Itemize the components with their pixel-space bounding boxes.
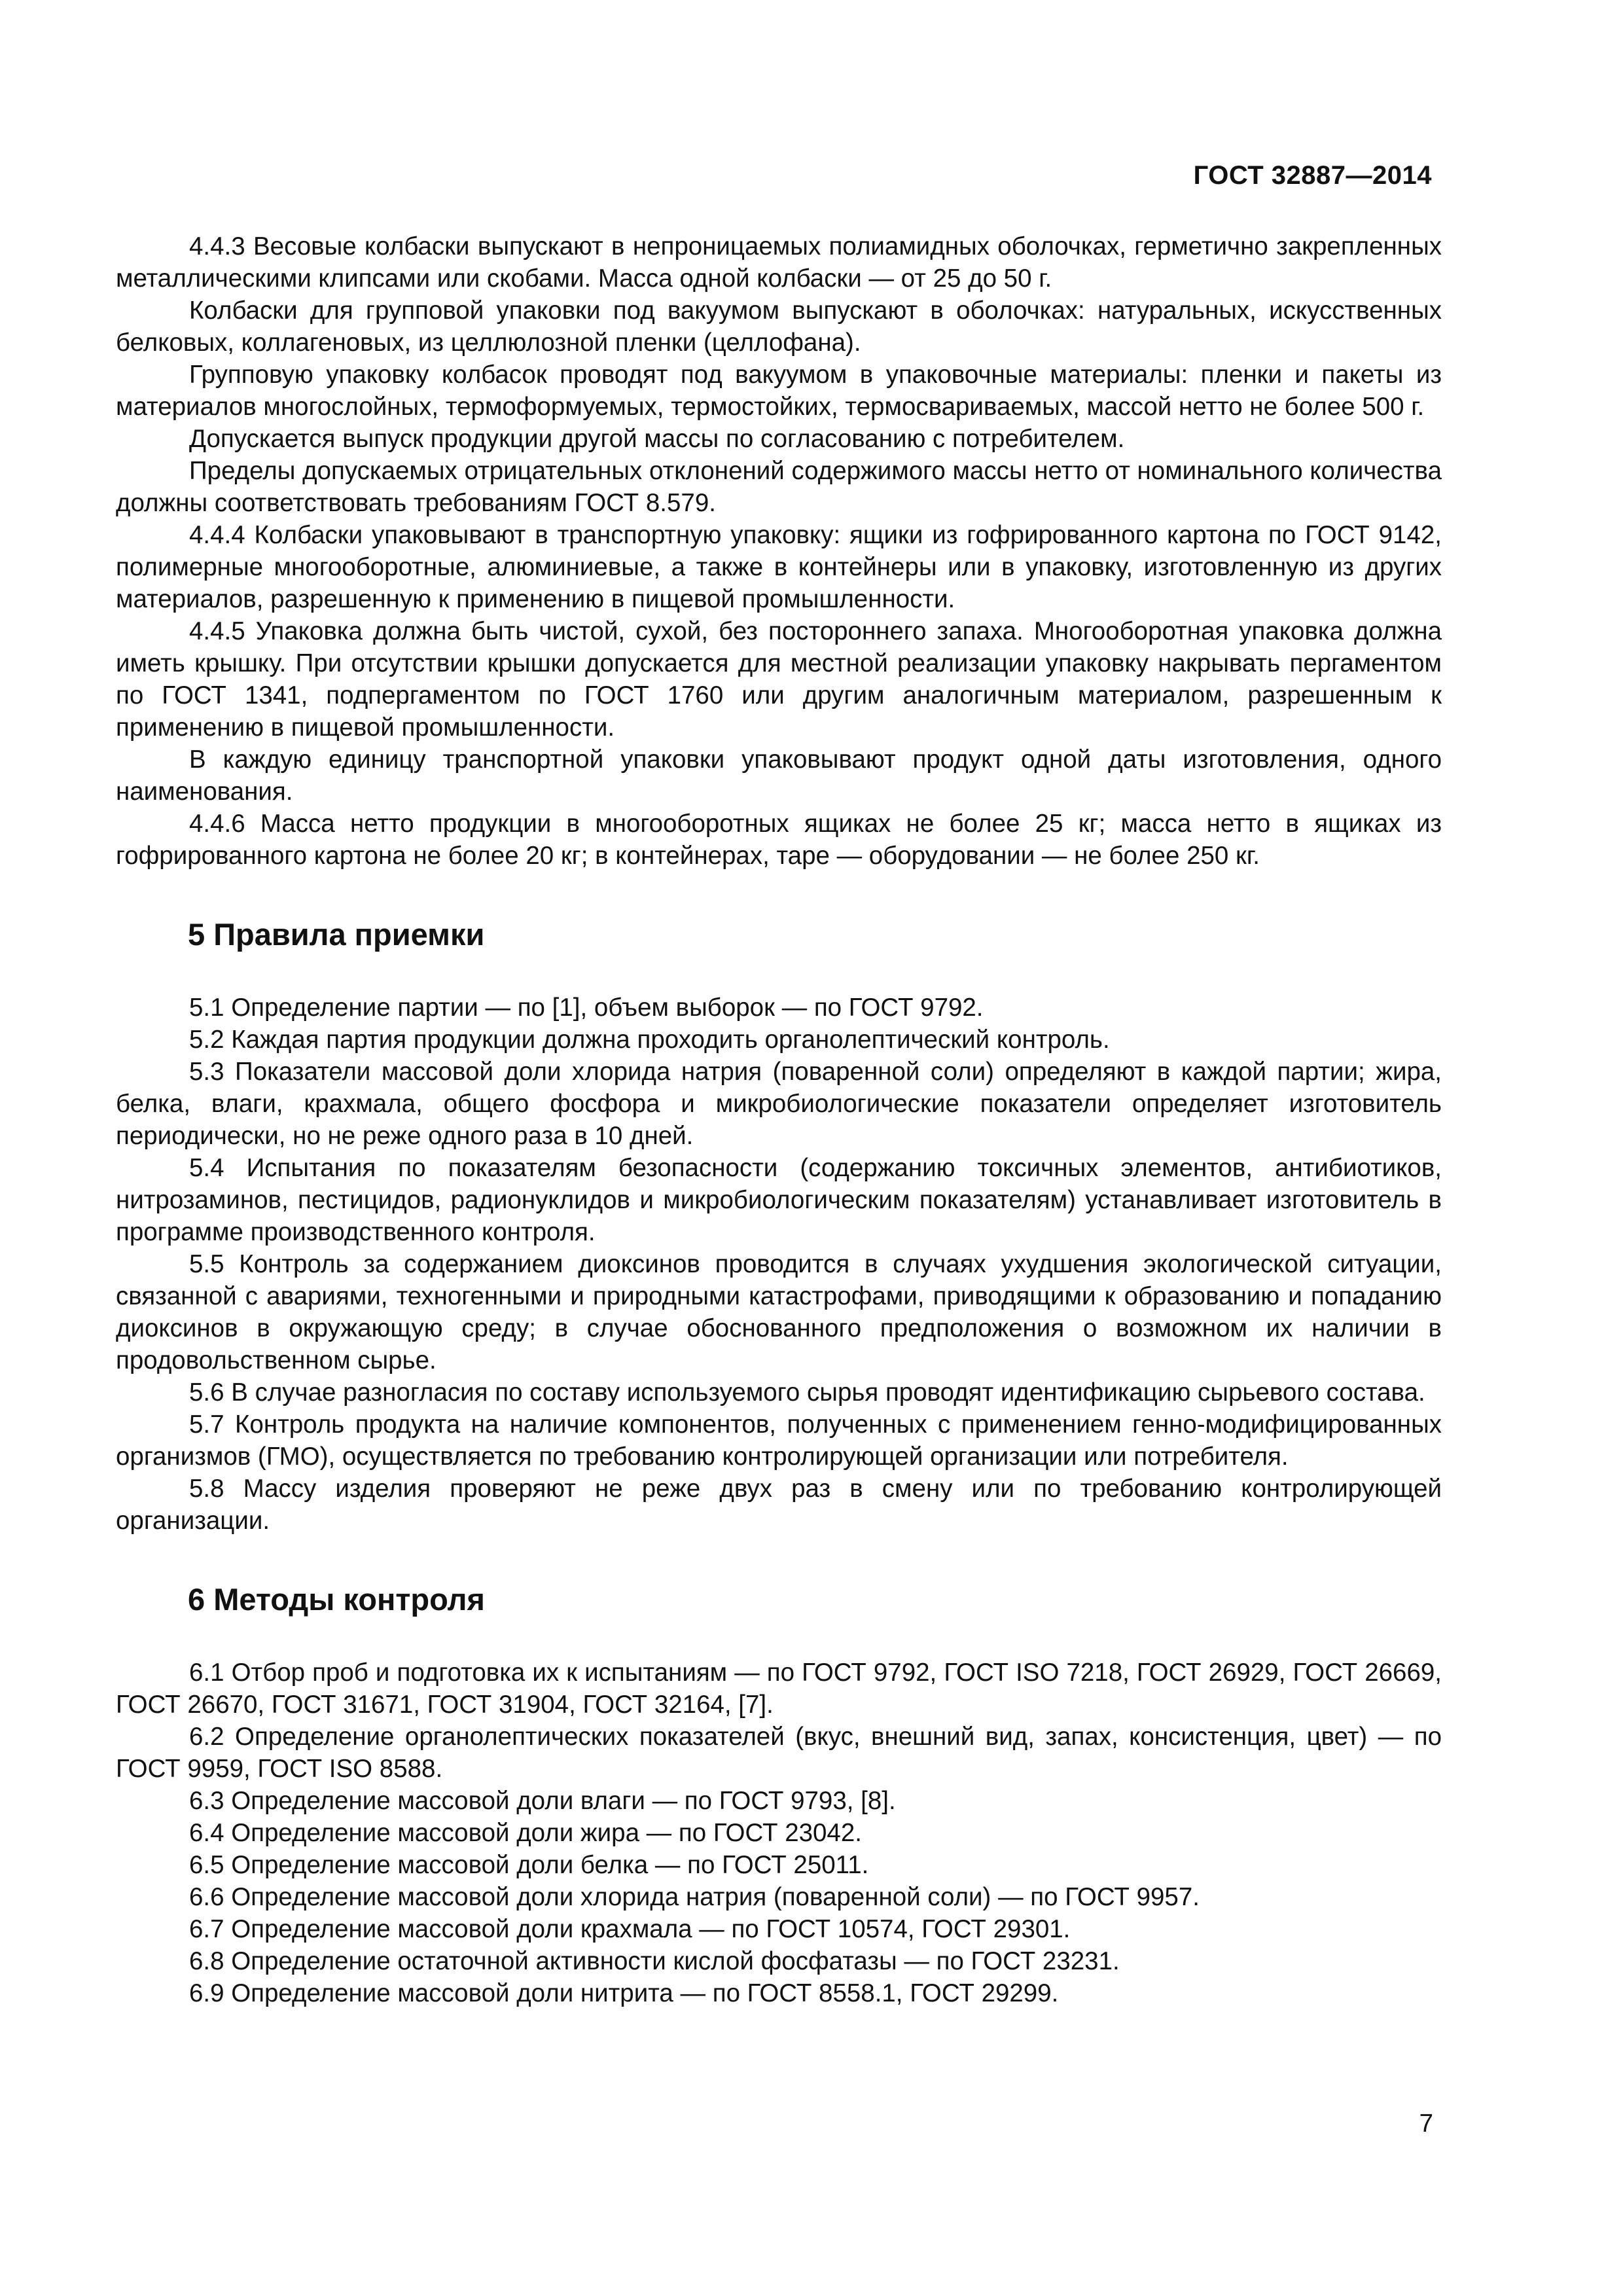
paragraph-5-1: 5.1 Определение партии — по [1], объем выборок — по ГОСТ 9792.	[189, 994, 984, 1022]
paragraph-6-8: 6.8 Определение остаточной активности кислой фосфатазы — по ГОСТ 23231.	[189, 1947, 1120, 1975]
document-body	[116, 230, 1442, 2009]
paragraph-other-mass: Допускается выпуск продукции другой массы по согласованию с потребителем.	[189, 425, 1125, 453]
paragraph-deviation-limits: Пределы допускаемых отрицательных отклонений содержимого массы нетто от номинального количества должны соответствовать требованиям ГОСТ 8.579.	[116, 457, 1442, 517]
paragraph-6-5: 6.5 Определение массовой доли белка — по ГОСТ 25011.	[189, 1851, 869, 1879]
paragraph-4-4-4: 4.4.4 Колбаски упаковывают в транспортную упаковку: ящики из гофрированного картона по ГОСТ 9142, полимерные многооборотные, алюминиевые, а также в контейнеры или в упаковку, изготовленную из других материалов, разрешенную к применению в пищевой промышленности.	[116, 521, 1442, 613]
paragraph-6-9: 6.9 Определение массовой доли нитрита — по ГОСТ 8558.1, ГОСТ 29299.	[189, 1979, 1059, 2007]
paragraph-6-3: 6.3 Определение массовой доли влаги — по ГОСТ 9793, [8].	[189, 1787, 896, 1815]
paragraph-4-4-5: 4.4.5 Упаковка должна быть чистой, сухой, без постороннего запаха. Многооборотная упаковка должна иметь крышку. При отсутствии крышки допускается для местной реализации упаковку накрывать пергаментом по ГОСТ 1341, подпергаментом по ГОСТ 1760 или другим аналогичным материалом, разрешенным к применению в пищевой промышленности.	[116, 617, 1442, 742]
paragraph-group-packaging-casings: Колбаски для групповой упаковки под вакуумом выпускают в оболочках: натуральных, искусственных белковых, коллагеновых, из целлюлозной пленки (целлофана).	[116, 296, 1442, 357]
paragraph-group-packaging-vacuum: Групповую упаковку колбасок проводят под вакуумом в упаковочные материалы: пленки и пакеты из материалов многослойных, термоформуемых, термостойких, термосвариваемых, массой нетто не более 500 г.	[116, 361, 1442, 421]
paragraph-6-4: 6.4 Определение массовой доли жира — по ГОСТ 23042.	[189, 1819, 862, 1847]
paragraph-5-7: 5.7 Контроль продукта на наличие компонентов, полученных с применением генно-модифицированных организмов (ГМО), осуществляется по требованию контролирующей организации или потребителя.	[116, 1410, 1442, 1471]
page-number: 7	[1419, 2109, 1433, 2138]
paragraph-6-7: 6.7 Определение массовой доли крахмала — по ГОСТ 10574, ГОСТ 29301.	[189, 1915, 1071, 1943]
section-5-heading: 5 Правила приемки	[188, 917, 485, 952]
paragraph-6-2: 6.2 Определение органолептических показателей (вкус, внешний вид, запах, консистенция, цвет) — по ГОСТ 9959, ГОСТ ISO 8588.	[116, 1723, 1442, 1783]
paragraph-5-4: 5.4 Испытания по показателям безопасности (содержанию токсичных элементов, антибиотиков, нитрозаминов, пестицидов, радионуклидов и микробиологическим показателям) устанавливает изготовитель в программе производственного контроля.	[116, 1154, 1442, 1246]
paragraph-6-6: 6.6 Определение массовой доли хлорида натрия (поваренной соли) — по ГОСТ 9957.	[189, 1883, 1200, 1911]
paragraph-5-3: 5.3 Показатели массовой доли хлорида натрия (поваренной соли) определяют в каждой партии; жира, белка, влаги, крахмала, общего фосфора и микробиологические показатели определяет изготовитель периодически, но не реже одного раза в 10 дней.	[116, 1058, 1442, 1150]
paragraph-5-8: 5.8 Массу изделия проверяют не реже двух раз в смену или по требованию контролирующей организации.	[116, 1475, 1442, 1535]
section-6-heading: 6 Методы контроля	[188, 1582, 485, 1617]
paragraph-4-4-3: 4.4.3 Весовые колбаски выпускают в непроницаемых полиамидных оболочках, герметично закрепленных металлическими клипсами или скобами. Масса одной колбаски — от 25 до 50 г.	[116, 232, 1442, 293]
paragraph-5-6: 5.6 В случае разногласия по составу используемого сырья проводят идентификацию сырьевого состава.	[189, 1378, 1425, 1407]
paragraph-4-4-6: 4.4.6 Масса нетто продукции в многооборотных ящиках не более 25 кг; масса нетто в ящиках из гофрированного картона не более 20 кг; в контейнерах, таре — оборудовании — не более 250 кг.	[116, 810, 1442, 870]
paragraph-transport-unit: В каждую единицу транспортной упаковки упаковывают продукт одной даты изготовления, одного наименования.	[116, 745, 1442, 806]
paragraph-5-5: 5.5 Контроль за содержанием диоксинов проводится в случаях ухудшения экологической ситуации, связанной с авариями, техногенными и природными катастрофами, приводящими к образованию и попаданию диоксинов в окружающую среду; в случае обоснованного предположения о возможном их наличии в продовольственном сырье.	[116, 1250, 1442, 1374]
document-header-id: ГОСТ 32887—2014	[1193, 161, 1432, 190]
paragraph-6-1: 6.1 Отбор проб и подготовка их к испытаниям — по ГОСТ 9792, ГОСТ ISO 7218, ГОСТ 26929, ГОСТ 26669, ГОСТ 26670, ГОСТ 31671, ГОСТ 31904, ГОСТ 32164, [7].	[116, 1659, 1442, 1719]
paragraph-5-2: 5.2 Каждая партия продукции должна проходить органолептический контроль.	[189, 1026, 1110, 1054]
